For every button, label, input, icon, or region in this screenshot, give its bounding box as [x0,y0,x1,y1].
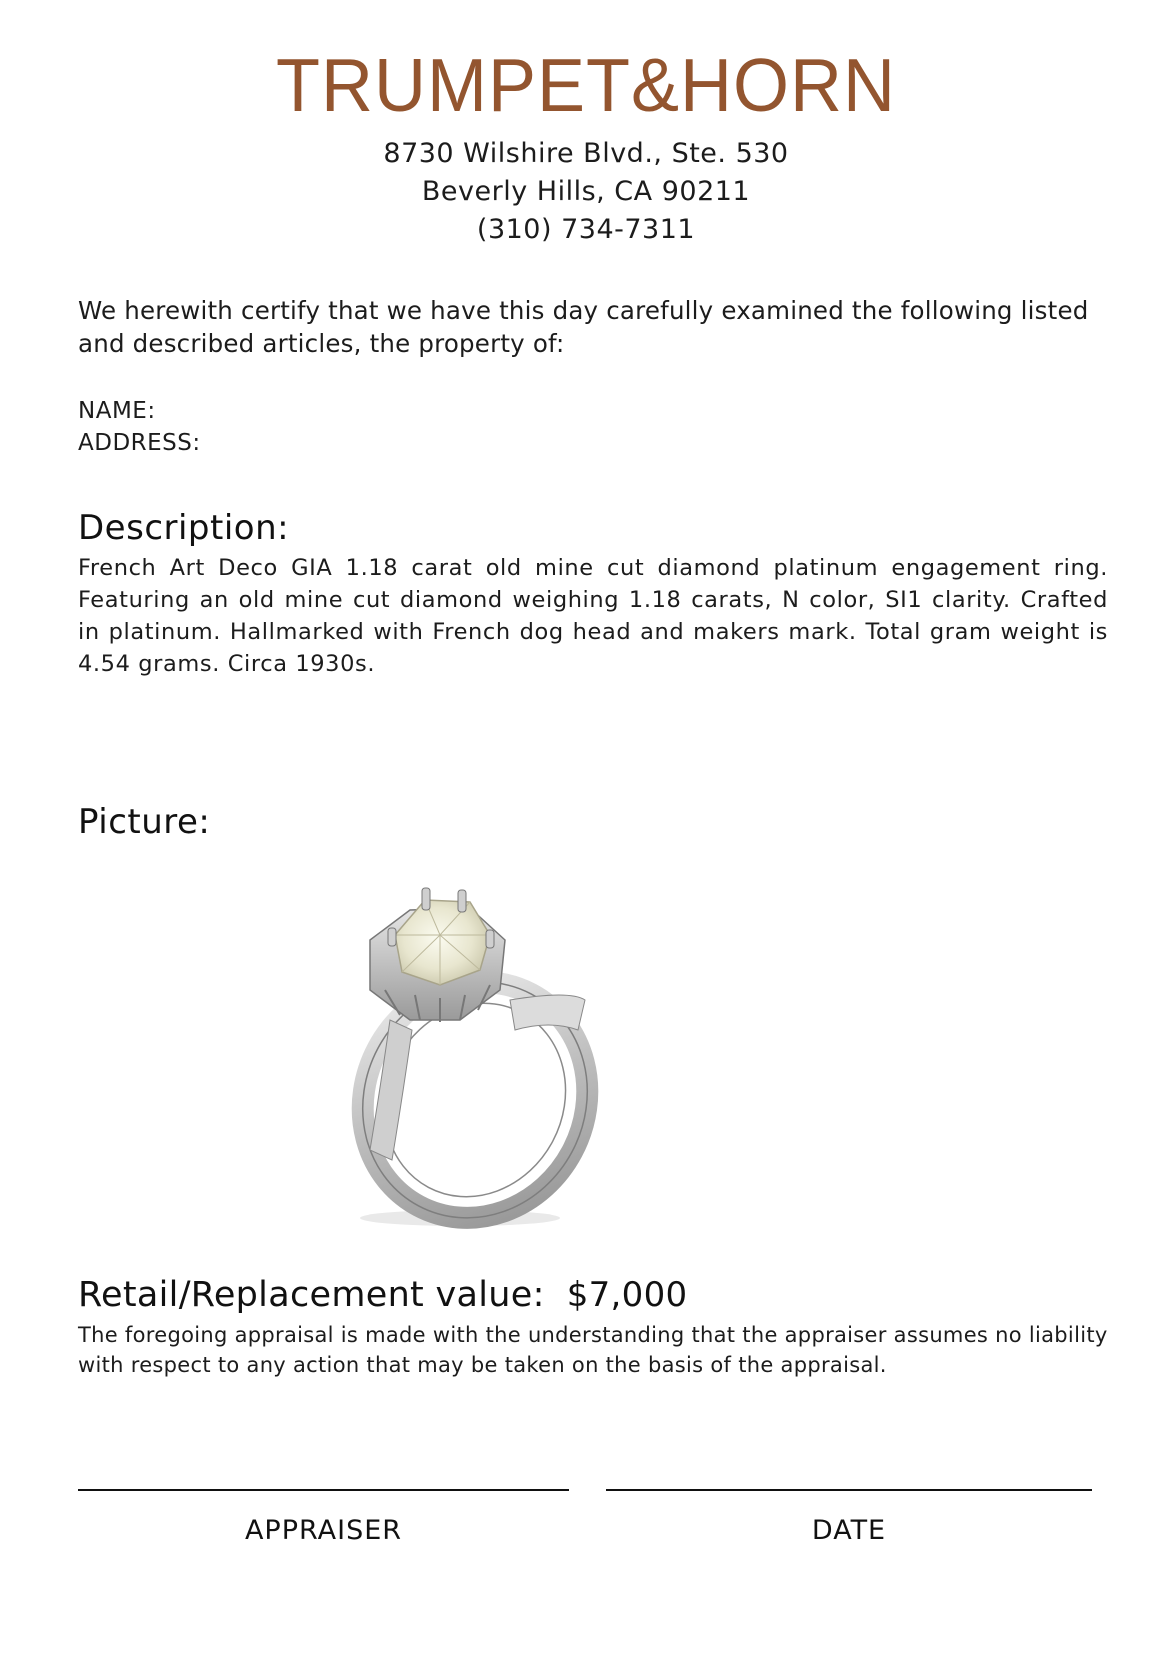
address-line-1: 8730 Wilshire Blvd., Ste. 530 [383,138,789,169]
appraiser-signature-line [78,1489,569,1491]
picture-heading: Picture: [78,802,211,842]
name-label: NAME: [78,398,156,424]
valuation-row [78,1275,687,1315]
phone-number: (310) 734-7311 [476,214,696,245]
date-label: DATE [811,1515,887,1546]
address-label: ADDRESS: [78,430,201,456]
diamond-ring-image [340,880,640,1240]
disclaimer-text: The foregoing appraisal is made with the understanding that the appraiser assumes no liability with respect to any action that may be taken on the basis of the appraisal. [78,1323,1108,1377]
description-text: French Art Deco GIA 1.18 carat old mine cut diamond platinum engagement ring. Featuring an old mine cut diamond weighing 1.18 carats, N color, SI1 clarity. Crafted in platinum. Hallmarked with French dog head and makers mark. Total gram weight is 4.54 grams. Circa 1930s. [78,555,1108,677]
valuation-amount: $7,000 [566,1275,688,1315]
address-line-2: Beverly Hills, CA 90211 [421,176,751,207]
valuation-label: Retail/Replacement value: [78,1275,545,1315]
description-heading: Description: [78,508,290,548]
appraiser-label: APPRAISER [244,1515,403,1546]
store-address [0,135,1172,249]
date-signature-line [606,1489,1092,1491]
brand-logo: TRUMPET&HORN [276,44,896,128]
certification-statement: We herewith certify that we have this day carefully examined the following listed and described articles, the property of: [78,296,1089,358]
